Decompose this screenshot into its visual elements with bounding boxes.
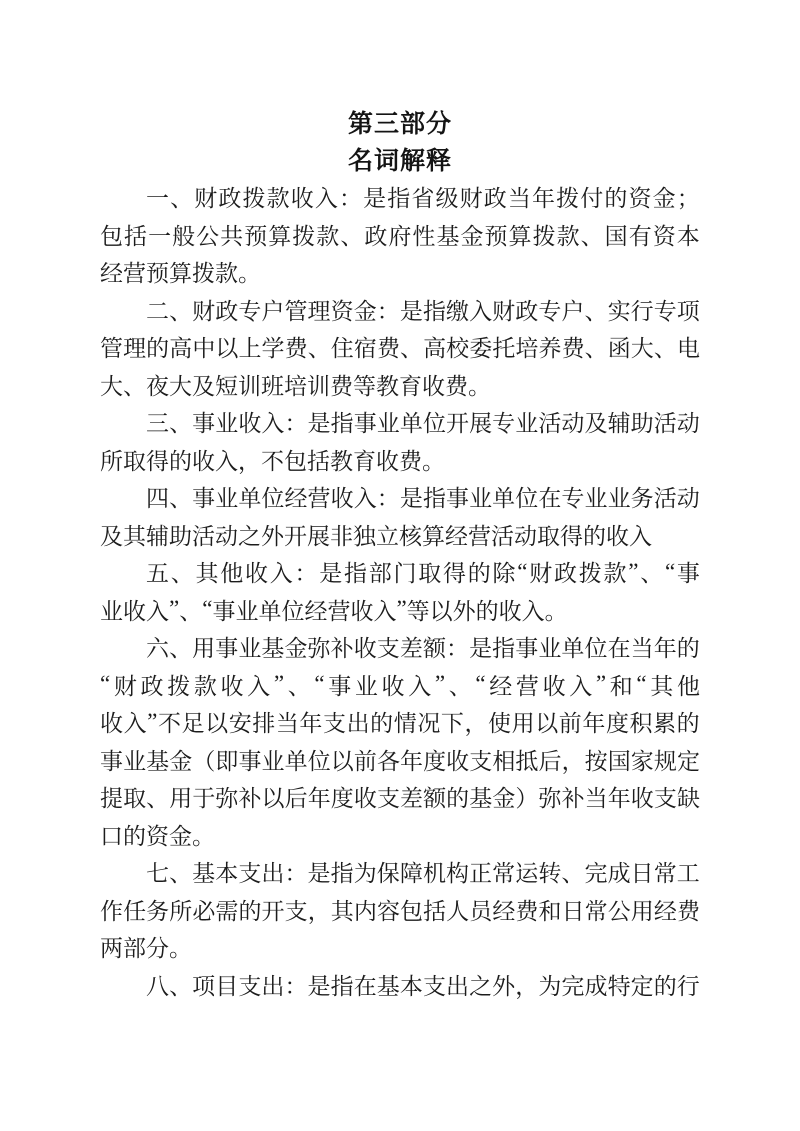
text-line: 大 、 夜 大 及 短 训 班 培 训 费 等 教 育 收 费 。: [100, 373, 491, 399]
text-line: 七 、 基 本 支 出 ： 是 指 为 保 障 机 构 正 常 运 转 、 完 成 日 常 工: [146, 861, 700, 887]
text-line: 所 取 得 的 收 入 ， 不 包 括 教 育 收 费 。: [100, 448, 445, 474]
text-line: 四 、 事 业 单 位 经 营 收 入 ： 是 指 事 业 单 位 在 专 业 业 务 活 动: [146, 486, 700, 512]
text-line: 一 、 财 政 拨 款 收 入 ： 是 指 省 级 财 政 当 年 拨 付 的 资 金 ；: [146, 186, 700, 212]
text-line: 事 业 基 金 （ 即 事 业 单 位 以 前 各 年 度 收 支 相 抵 后 ， 按 国 家 规 定: [100, 748, 700, 774]
text-line: 六 、 用 事 业 基 金 弥 补 收 支 差 额 ： 是 指 事 业 单 位 在 当 年 的: [146, 636, 700, 662]
text-line: “ 财 政 拨 款 收 入 ” 、 “ 事 业 收 入 ” 、 “ 经 营 收 入 ” 和 “ 其 他: [100, 671, 700, 699]
text-line: 经 营 预 算 拨 款 。: [100, 261, 261, 287]
text-line: 八 、 项 目 支 出 ： 是 指 在 基 本 支 出 之 外 ， 为 完 成 特 定 的 行: [146, 973, 700, 999]
text-line: 作 任 务 所 必 需 的 开 支 ， 其 内 容 包 括 人 员 经 费 和 日 常 公 用 经 费: [100, 898, 700, 924]
text-line: 三 、 事 业 收 入 ： 是 指 事 业 单 位 开 展 专 业 活 动 及 辅 助 活 动: [146, 411, 700, 437]
text-line: 管 理 的 高 中 以 上 学 费 、 住 宿 费 、 高 校 委 托 培 养 费 、 函 大 、 电: [100, 336, 700, 362]
text-line: 二 、 财 政 专 户 管 理 资 金 ： 是 指 缴 入 财 政 专 户 、 实 行 专 项: [146, 298, 700, 324]
text-line: 及 其 辅 助 活 动 之 外 开 展 非 独 立 核 算 经 营 活 动 取 得 的 收 入: [100, 523, 652, 549]
text-line: 提 取 、 用 于 弥 补 以 后 年 度 收 支 差 额 的 基 金 ） 弥 补 当 年 收 支 缺: [100, 786, 700, 812]
text-line: 收 入 ” 不 足 以 安 排 当 年 支 出 的 情 况 下 ， 使 用 以 前 年 度 积 累 的: [100, 708, 700, 737]
text-line: 业 收 入 ” 、 “ 事 业 单 位 经 营 收 入 ” 等 以 外 的 收 入 。: [100, 596, 568, 624]
text-line: 五 、 其 他 收 入 ： 是 指 部 门 取 得 的 除 “ 财 政 拨 款 ” 、 “ 事: [146, 558, 700, 587]
paragraphs: [100, 178, 700, 1003]
text-line: 两 部 分 。: [100, 936, 192, 962]
document-content: [100, 103, 700, 1003]
part-heading: 第三部分: [347, 109, 452, 138]
section-title: 名词解释: [347, 147, 452, 176]
text-line: 口 的 资 金 。: [100, 823, 215, 849]
text-line: 包 括 一 般 公 共 预 算 拨 款 、 政 府 性 基 金 预 算 拨 款 、 国 有 资 本: [100, 223, 700, 249]
